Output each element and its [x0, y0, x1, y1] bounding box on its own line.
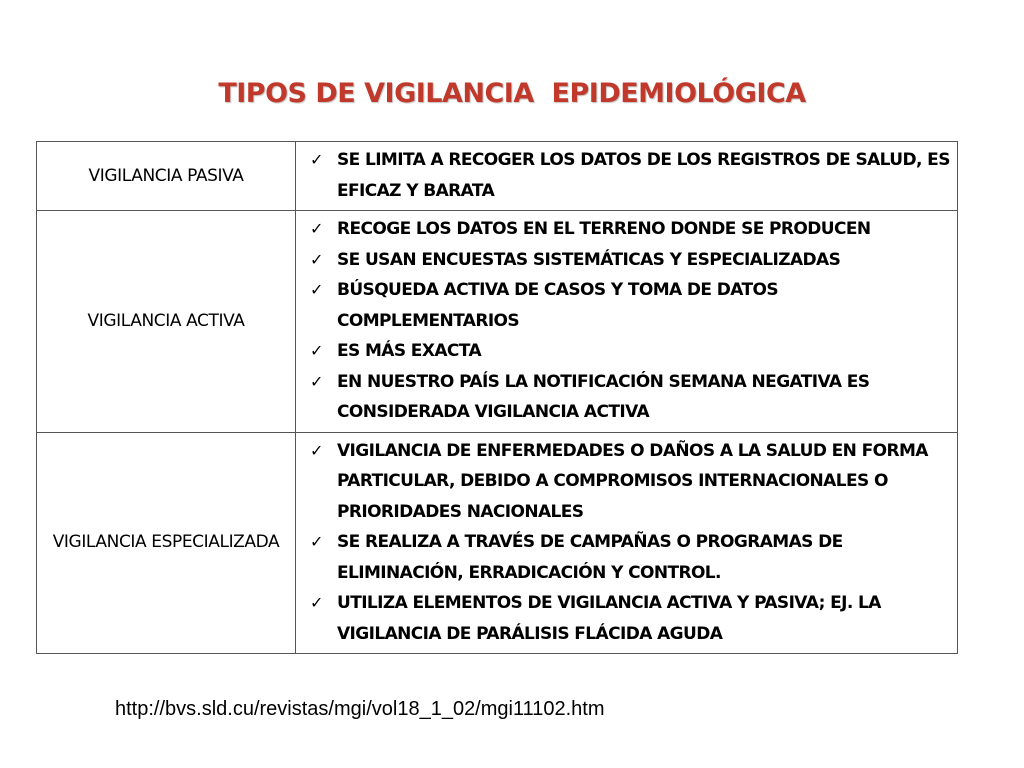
list-item [302, 245, 951, 276]
row-label: VIGILANCIA PASIVA [37, 142, 296, 211]
row-label: VIGILANCIA ESPECIALIZADA [37, 432, 296, 654]
checkmark-icon: ✓ [310, 280, 324, 299]
source-url: http://bvs.sld.cu/revistas/mgi/vol18_1_02/mgi11102.htm [115, 698, 605, 720]
table-row-especializada [37, 432, 958, 654]
list-item-text: ES MÁS EXACTA [337, 341, 481, 361]
bullet-list [302, 214, 951, 428]
list-item [302, 145, 951, 206]
list-item-text: SE REALIZA A TRAVÉS DE CAMPAÑAS O PROGRAMAS DE ELIMINACIÓN, ERRADICACIÓN Y CONTROL. [337, 532, 843, 583]
checkmark-icon: ✓ [310, 150, 324, 169]
checkmark-icon: ✓ [310, 371, 324, 391]
list-item-text: SE LIMITA A RECOGER LOS DATOS DE LOS REGISTROS DE SALUD, ES EFICAZ Y BARATA [337, 150, 950, 201]
bullet-list [302, 145, 951, 206]
checkmark-icon: ✓ [310, 440, 324, 460]
list-item [302, 214, 951, 245]
row-content [296, 211, 958, 433]
table-row-activa [37, 211, 958, 433]
list-item [302, 336, 951, 367]
list-item-text: EN NUESTRO PAÍS LA NOTIFICACIÓN SEMANA NEGATIVA ES CONSIDERADA VIGILANCIA ACTIVA [337, 371, 870, 422]
list-item-text: RECOGE LOS DATOS EN EL TERRENO DONDE SE PRODUCEN [337, 219, 871, 239]
list-item-text: SE USAN ENCUESTAS SISTEMÁTICAS Y ESPECIALIZADAS [337, 249, 841, 270]
table-row-pasiva [37, 142, 958, 211]
surveillance-types-table [36, 141, 958, 654]
checkmark-icon: ✓ [310, 532, 324, 551]
row-label: VIGILANCIA ACTIVA [37, 211, 296, 433]
checkmark-icon: ✓ [310, 249, 324, 269]
list-item-text: VIGILANCIA DE ENFERMEDADES O DAÑOS A LA SALUD EN FORMA PARTICULAR, DEBIDO A COMPROMISOS INTERNACIONALES O PRIORIDADES NACIONALES [337, 440, 928, 522]
list-item [302, 527, 951, 588]
row-content [296, 142, 958, 211]
list-item [302, 367, 951, 428]
checkmark-icon: ✓ [310, 219, 324, 238]
bullet-list [302, 436, 951, 650]
list-item [302, 588, 951, 649]
row-content [296, 432, 958, 654]
checkmark-icon: ✓ [310, 341, 324, 360]
slide-title: TIPOS DE VIGILANCIA EPIDEMIOLÓGICA [218, 78, 806, 109]
list-item [302, 275, 951, 336]
list-item-text: BÚSQUEDA ACTIVA DE CASOS Y TOMA DE DATOS COMPLEMENTARIOS [337, 280, 778, 331]
list-item-text: UTILIZA ELEMENTOS DE VIGILANCIA ACTIVA Y PASIVA; EJ. LA VIGILANCIA DE PARÁLISIS FLÁCIDA AGUDA [337, 593, 881, 644]
checkmark-icon: ✓ [310, 593, 324, 612]
list-item [302, 436, 951, 528]
